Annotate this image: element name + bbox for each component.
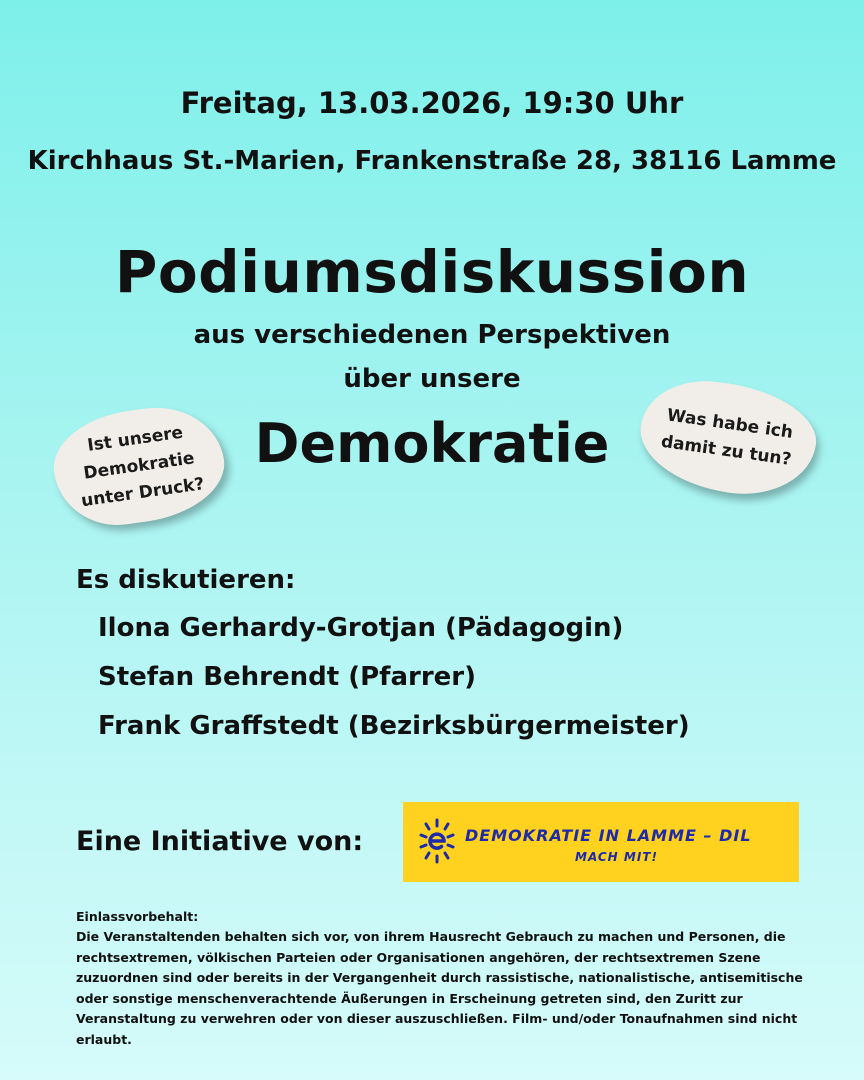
sun-e-icon [417, 816, 457, 866]
speaker-item: Ilona Gerhardy-Grotjan (Pädagogin) [98, 613, 624, 643]
bubble-left-line: Ist unsere [86, 422, 185, 456]
bubble-left-line: Demokratie [82, 447, 196, 484]
speaker-item: Frank Graffstedt (Bezirksbürgermeister) [98, 711, 690, 741]
event-date: Freitag, 13.03.2026, 19:30 Uhr [180, 86, 684, 120]
dil-logo [403, 802, 799, 882]
page-title: Podiumsdiskussion [114, 238, 750, 306]
subtitle-line-1: aus verschiedenen Perspektiven [193, 320, 671, 350]
disclaimer-text: Die Veranstaltenden behalten sich vor, von ihrem Hausrecht Gebrauch zu machen und Personen, die rechtsextremen, völkischen Parteien oder Organisationen angehören, der rechtsextremen Szene zuzuordnen sind oder bereits in der Vergangenheit durch rassistische, nationalistische, antisemitische oder sonstige menschenverachtende Äußerungen in Erscheinung getreten sind, den Zuritt zur Veranstaltung zu verwehren oder von dieser auszuschließen. Film- und/oder Tonaufnahmen sind nicht erlaubt. [76, 929, 803, 1047]
bubble-right-line: damit zu tun? [659, 431, 793, 470]
bubble-left-line: unter Druck? [79, 473, 206, 511]
logo-title: DEMOKRATIE IN LAMME – DIL [465, 826, 752, 845]
speakers-heading: Es diskutieren: [76, 565, 296, 595]
speaker-item: Stefan Behrendt (Pfarrer) [98, 662, 477, 692]
initiative-label: Eine Initiative von: [76, 826, 364, 857]
subtitle-line-2: über unsere [343, 364, 521, 394]
disclaimer-title: Einlassvorbehalt: [76, 909, 199, 924]
topic-heading: Demokratie [254, 412, 610, 475]
bubble-right-line: Was habe ich [665, 405, 795, 443]
logo-slogan: MACH MIT! [575, 850, 658, 864]
event-venue: Kirchhaus St.-Marien, Frankenstraße 28, 38116 Lamme [27, 146, 837, 176]
